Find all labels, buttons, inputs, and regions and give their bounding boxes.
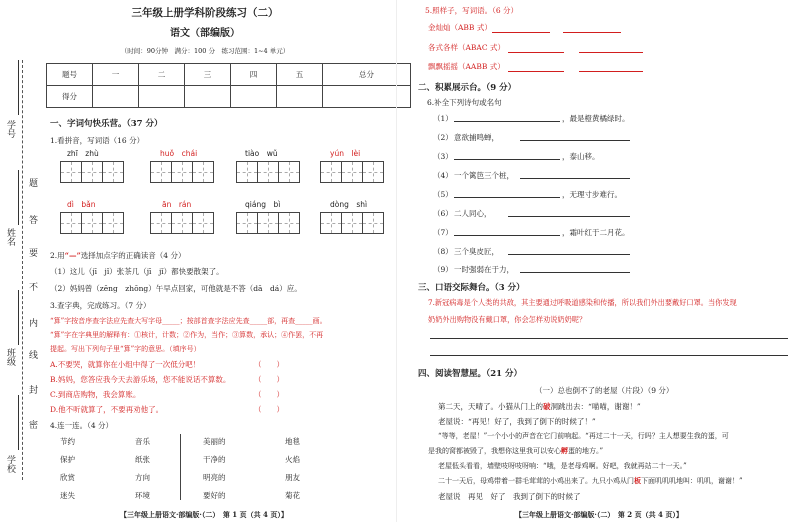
section-1-heading: 一、字词句快乐营。（37 分） <box>50 119 163 129</box>
label-banji: 班级 <box>5 348 15 366</box>
poem-num: （8） <box>433 247 453 256</box>
pinyin: qiáng bì <box>245 200 281 209</box>
q5-item: 金灿灿（ABB 式） <box>428 23 492 32</box>
q3-option-c: C.到商店购物，我会算账。 <box>50 390 141 399</box>
seal-char: 密 <box>27 420 37 429</box>
pinyin: tiào wǔ <box>245 149 278 158</box>
poem-text: 一时强弱在于力， <box>454 265 514 274</box>
page-divider <box>396 0 397 522</box>
question-5: 5.照样子，写词语。（6 分） <box>425 6 519 15</box>
poem-text: 三个臭皮匠， <box>454 247 499 256</box>
link-item[interactable]: 节约 <box>60 437 75 446</box>
writing-grid[interactable] <box>150 212 213 234</box>
page-footer-2: 【三年级上册语文·部编版·（二） 第 2 页（共 4 页）】 <box>515 510 683 519</box>
score-cell[interactable] <box>277 86 323 108</box>
poem-blank[interactable] <box>520 272 630 273</box>
q2-line-2: （2）妈妈曾（zēng zhōng）午早点回家，可他就是不答（dā dá）应。 <box>50 284 302 293</box>
link-item[interactable]: 保护 <box>60 455 75 464</box>
pinyin: ān rán <box>162 200 192 209</box>
score-table <box>46 63 411 108</box>
seal-char: 封 <box>27 385 37 394</box>
pinyin: dòng shì <box>330 200 368 209</box>
score-header: 一 <box>93 64 139 86</box>
page-subtitle: 语文（部编版） <box>170 28 240 39</box>
link-item[interactable]: 明亮的 <box>203 473 226 482</box>
exam-info: （时间：90分钟 满分：100 分 练习范围：1~4 单元） <box>120 47 290 55</box>
q3-option-d: D.他不听就算了，不要再劝他了。 <box>50 405 164 414</box>
poem-num: （9） <box>433 265 453 274</box>
q7-line-1: 7.新冠病毒是个人类的共敌，其主要通过呼吸道感染和传播，所以我们外出要戴好口罩。当你发现 <box>428 298 737 307</box>
page-title: 三年级上册学科阶段练习（二） <box>131 7 279 19</box>
writing-grid[interactable] <box>236 212 299 234</box>
answer-line[interactable] <box>579 52 643 53</box>
score-cell[interactable] <box>231 86 277 108</box>
link-item[interactable]: 要好的 <box>203 491 226 500</box>
label-xuexiao: 学校 <box>5 455 15 473</box>
q3-option-b: B.妈妈，您答应我今天去游乐场，您不能说话不算数。 <box>50 375 231 384</box>
link-divider <box>180 434 181 500</box>
reading-paragraph <box>438 476 743 486</box>
q3-answer-d[interactable]: （ ） <box>254 405 284 414</box>
poem-blank[interactable] <box>520 140 630 141</box>
reading-paragraph: 老屋说 再见 好了 我到了倒下的时候了 <box>438 492 581 501</box>
score-cell[interactable] <box>185 86 231 108</box>
link-item[interactable]: 环境 <box>135 491 150 500</box>
question-2 <box>50 250 185 261</box>
reading-paragraph <box>428 446 603 456</box>
pinyin: zhī zhù <box>67 149 99 158</box>
link-item[interactable]: 干净的 <box>203 455 226 464</box>
seal-char: 不 <box>27 282 37 291</box>
poem-blank[interactable] <box>454 121 560 122</box>
question-1: 1.看拼音，写词语（16 分） <box>50 136 145 145</box>
pinyin: dì bǎn <box>67 200 96 209</box>
q3-answer-a[interactable]: （ ） <box>254 360 284 369</box>
writing-grid[interactable] <box>60 212 123 234</box>
poem-num: （5） <box>433 190 453 199</box>
answer-line[interactable] <box>430 355 788 356</box>
link-item[interactable]: 菊花 <box>285 491 300 500</box>
reading-paragraph: 老屋低头看看，墙壁吱呀吱呀响：“哦，是老母鸡啊。好吧，我就再站二十一天。” <box>438 462 687 470</box>
score-header: 题号 <box>47 64 93 86</box>
poem-text: 二人同心， <box>454 209 492 218</box>
para-mark: 破 <box>543 402 551 411</box>
answer-line[interactable] <box>579 71 643 72</box>
poem-num: （3） <box>433 152 453 161</box>
reading-paragraph: “等等，老屋！”一个小小的声音在它门前响起。“再过二十一天，行吗？主人想要生我的蛋，可 <box>438 432 729 440</box>
score-row-label: 得分 <box>47 86 93 108</box>
q3-text-1: “算”字按音序查字法应先查大写字母_____；按部首查字法应先查_____部，再查_____画。 <box>50 317 327 325</box>
para-text: 第二天，天晴了。小猫从门上的 <box>438 402 543 411</box>
score-header: 二 <box>139 64 185 86</box>
question-3: 3.查字典，完成练习。（7 分） <box>50 301 151 310</box>
link-item[interactable]: 欣赏 <box>60 473 75 482</box>
para-text: 蛋的地方。” <box>568 447 604 455</box>
poem-text: ，霜叶红于二月花。 <box>562 228 630 237</box>
label-xingming: 姓名 <box>5 228 15 246</box>
seal-char: 内 <box>27 318 37 327</box>
writing-grid[interactable] <box>236 161 299 183</box>
poem-num: （2） <box>433 133 453 142</box>
poem-text: ，最是橙黄橘绿时。 <box>562 114 630 123</box>
link-item[interactable]: 音乐 <box>135 437 150 446</box>
score-header: 五 <box>277 64 323 86</box>
writing-grid[interactable] <box>60 161 123 183</box>
pinyin: yún lèi <box>330 149 361 158</box>
seal-char: 线 <box>27 350 37 359</box>
link-item[interactable]: 纸张 <box>135 455 150 464</box>
answer-line[interactable] <box>508 71 564 72</box>
question-6: 6.补全下列诗句或名句 <box>427 98 502 107</box>
reading-paragraph <box>438 401 641 412</box>
seal-char: 答 <box>27 215 37 224</box>
score-header: 三 <box>185 64 231 86</box>
link-item[interactable]: 迷失 <box>60 491 75 500</box>
link-item[interactable]: 美丽的 <box>203 437 226 446</box>
poem-blank[interactable] <box>520 178 630 179</box>
seal-char: 题 <box>27 178 37 187</box>
poem-text: 意欲捕鸣蝉， <box>454 133 499 142</box>
q7-line-2: 奶奶外出购物没有戴口罩，你会怎样劝说奶奶呢？ <box>428 315 587 324</box>
poem-blank[interactable] <box>454 159 560 160</box>
writing-grid[interactable] <box>320 212 383 234</box>
link-item[interactable]: 朋友 <box>285 473 300 482</box>
xuehao-field[interactable] <box>18 60 31 115</box>
score-cell[interactable] <box>139 86 185 108</box>
poem-text: ，无理寸步难行。 <box>562 190 622 199</box>
section-4-heading: 四、阅读智慧屋。（21 分） <box>418 369 523 379</box>
poem-text: ，泰山移。 <box>562 152 600 161</box>
binding-margin <box>0 0 44 522</box>
para-text: 洞跳出去：“喵喵，谢谢！” <box>550 402 641 411</box>
score-cell[interactable] <box>93 86 139 108</box>
para-text: 是我的窝都被毁了，我想你这里我可以安心 <box>428 447 561 455</box>
question-4: 4.连一连。（4 分） <box>50 421 114 430</box>
q3-option-a: A.不要哭，就算你在小组中得了一次低分吧！ <box>50 360 201 369</box>
link-item[interactable]: 地毯 <box>285 437 300 446</box>
q5-item: 飘飘摇摇（AABB 式） <box>428 62 505 71</box>
score-header: 四 <box>231 64 277 86</box>
q5-item: 各式各样（ABAC 式） <box>428 43 505 52</box>
q2-suffix: 选择加点字的正确读音（4 分） <box>80 251 186 260</box>
poem-text: 一个篱笆三个桩， <box>454 171 514 180</box>
section-3-heading: 三、口语交际舞台。（3 分） <box>418 283 525 293</box>
label-xuehao: 学号 <box>5 120 15 138</box>
reading-title: （一）总也倒不了的老屋（片段）（9 分） <box>535 386 674 395</box>
link-item[interactable]: 火焰 <box>285 455 300 464</box>
writing-grid[interactable] <box>150 161 213 183</box>
q2-line-1: （1）这儿（jī jǐ）张茶几（jī jǐ）都快要散架了。 <box>50 267 224 276</box>
q2-prefix: 2.用 <box>50 251 65 260</box>
poem-blank[interactable] <box>508 254 630 255</box>
para-mark: 板 <box>634 476 641 485</box>
answer-line[interactable] <box>492 32 550 33</box>
poem-num: （7） <box>433 228 453 237</box>
q3-text-3: 提起。写出下列句子里“算”字的意思。（填序号） <box>50 345 201 353</box>
para-text: 二十一天后，母鸡带着一群毛茸茸的小鸡出来了。九只小鸡从门 <box>438 477 634 485</box>
poem-num: （1） <box>433 114 453 123</box>
q3-answer-c[interactable]: （ ） <box>254 390 284 399</box>
para-mark: 孵 <box>561 446 568 455</box>
answer-line[interactable] <box>508 52 564 53</box>
score-header: 总分 <box>323 64 411 86</box>
para-text: 下面叽叽叽地叫：叽叽，谢谢！” <box>641 477 743 485</box>
poem-blank[interactable] <box>508 216 630 217</box>
section-2-heading: 二、积累展示台。（9 分） <box>418 83 517 93</box>
link-item[interactable]: 方向 <box>135 473 150 482</box>
page-footer-1: 【三年级上册语文·部编版·（二） 第 1 页（共 4 页）】 <box>120 510 288 519</box>
poem-num: （4） <box>433 171 453 180</box>
poem-num: （6） <box>433 209 453 218</box>
score-cell[interactable] <box>323 86 411 108</box>
q3-text-2: “算”字在字典里的解释有：①核计，计数；②作为，当作；③算数，承认；④作罢，不再 <box>50 331 324 339</box>
reading-paragraph: 老屋说：“再见！好了，我到了倒下的时候了！” <box>438 417 596 426</box>
writing-grid[interactable] <box>320 161 383 183</box>
answer-line[interactable] <box>563 32 621 33</box>
q2-mark: “—” <box>64 251 81 260</box>
poem-blank[interactable] <box>454 197 560 198</box>
pinyin: huǒ chái <box>160 149 198 158</box>
seal-char: 要 <box>27 248 37 257</box>
answer-line[interactable] <box>430 338 788 339</box>
poem-blank[interactable] <box>454 235 560 236</box>
q3-answer-b[interactable]: （ ） <box>254 375 284 384</box>
